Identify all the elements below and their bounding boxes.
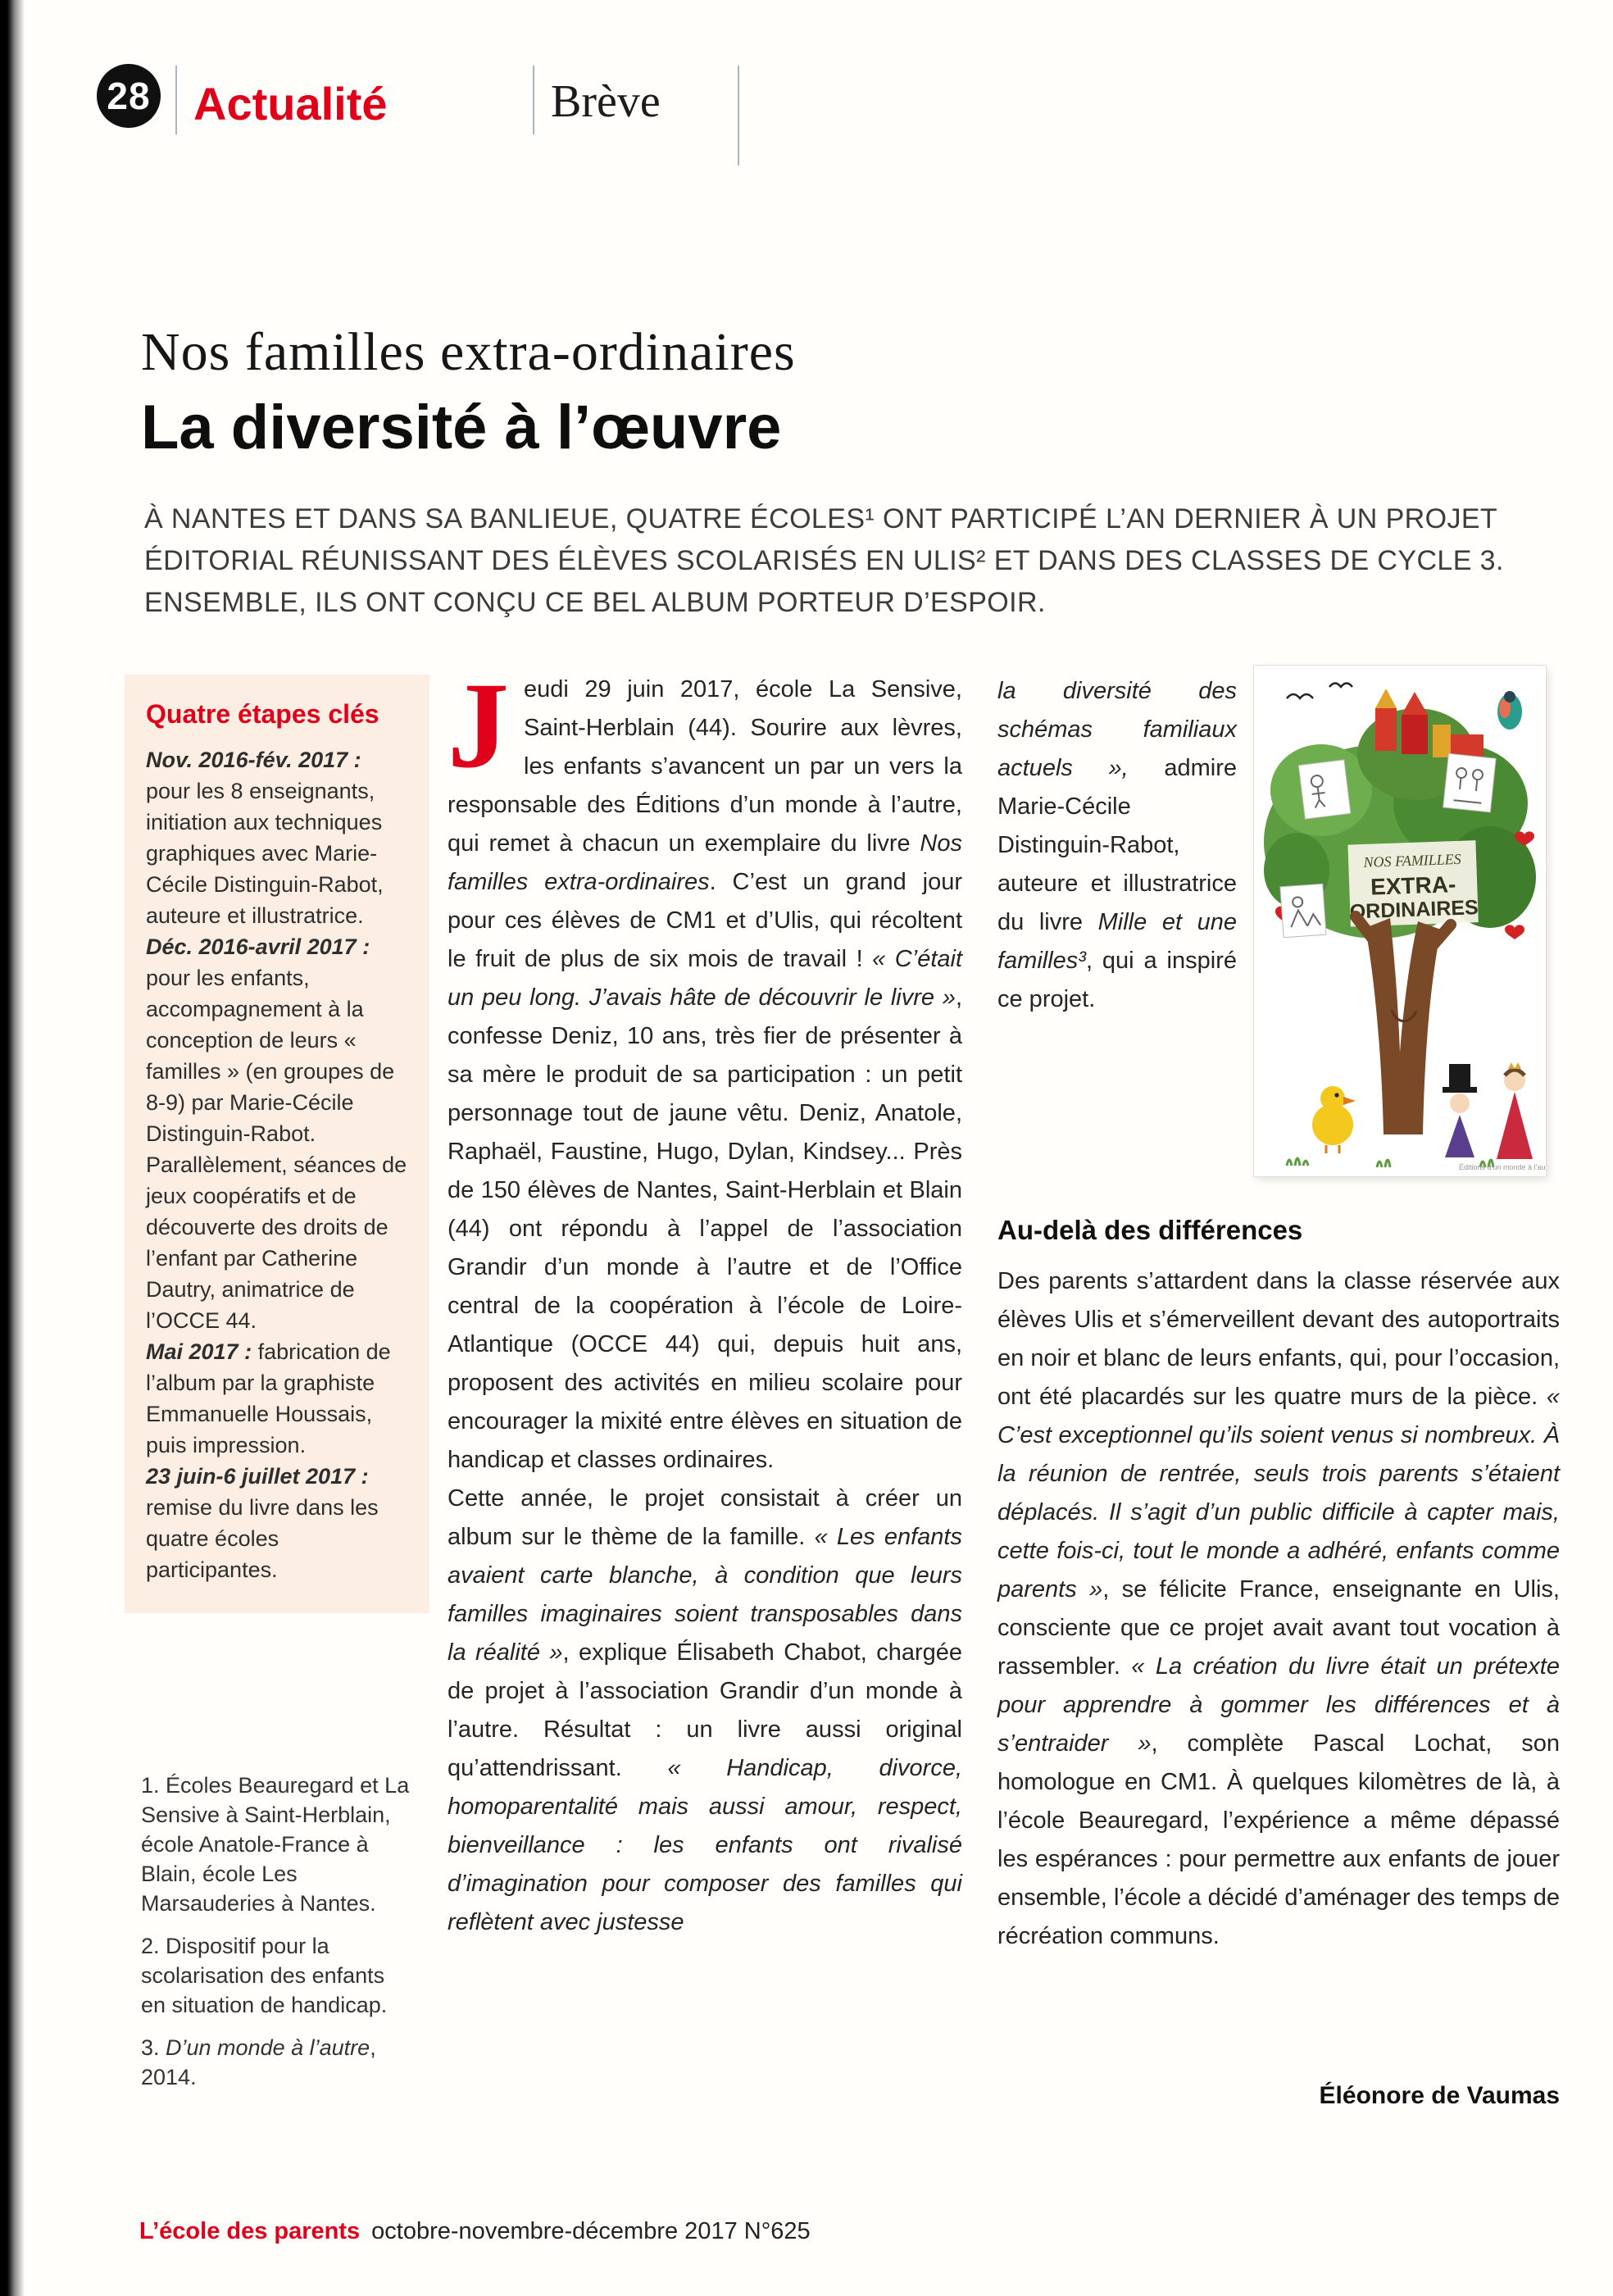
page-number-badge [97,64,161,128]
text-segment: Mai 2017 : [146,1339,258,1364]
article-headline: La diversité à l’œuvre [141,393,782,462]
text-segment: Cette année, le projet consistait à créer un album sur le thème de la famille. [448,1485,962,1550]
key-steps-title: Quatre étapes clés [146,699,379,729]
text-segment: D’un monde à l’autre [166,2035,370,2060]
paragraph [141,1771,411,1918]
paragraph [146,931,408,1336]
paragraph [997,672,1237,1019]
text-segment: , qui a inspiré ce projet. [997,948,1237,1012]
page-footer [139,2218,811,2245]
text-segment: la diversité des schémas familiaux actuels », [997,678,1237,781]
standfirst: À NANTES ET DANS SA BANLIEUE, QUATRE ÉCOLES¹ ONT PARTICIPÉ L’AN DERNIER À UN PROJET ÉDITORIAL RÉUNISSANT DES ÉLÈVES SCOLARISÉS EN ULIS² ET DANS DES CLASSES DE CYCLE 3. ENSEMBLE, ILS ONT CONÇU CE BEL ALBUM PORTEUR D’ESPOIR. [144,503,1504,618]
text-segment: 1. Écoles Beauregard et La Sensive à Saint-Herblain, école Anatole-France à Blain, école Les Marsauderies à Nantes. [141,1773,410,1916]
article-column-middle [448,657,963,1942]
key-steps-box [125,675,429,1613]
article-column-right-intro [997,672,1237,1019]
paragraph [997,1262,1560,1956]
text-segment: . C’est un grand jour pour ces élèves de CM1 et d’Ulis, qui récoltent le fruit de plus de six mois de travail ! [448,869,962,972]
rubric-label: Brève [551,76,661,127]
page-number: 28 [107,75,151,117]
article-kicker: Nos familles extra-ordinaires [141,322,796,382]
text-segment: « C’est exceptionnel qu’ils soient venus si nombreux. À la réunion de rentrée, seuls trois parents s’étaient déplacés. Il s’agit d’un public difficile à capter mais, cette fois-ci, tout le monde a adhéré, enfants comme parents » [997,1384,1560,1603]
masthead-divider [533,66,534,134]
text-segment: « Handicap, divorce, homoparentalité mais aussi amour, respect, bienveillance : les enfants ont rivalisé d’imagination pour composer des familles qui reflètent avec justesse [448,1755,963,1935]
text-segment: admire Marie-Cécile Distinguin-Rabot, auteure et illustratrice du livre [997,755,1237,935]
magazine-brand: L’école des parents [139,2218,361,2244]
text-segment: « C’était un peu long. J’avais hâte de découvrir le livre » [448,946,963,1011]
text-segment: Déc. 2016-avril 2017 : [146,934,370,959]
text-segment: remise du livre dans les quatre écoles participantes. [146,1495,379,1582]
book-cover-image [1254,666,1546,1176]
cover-title-line2: ORDINAIRES [1349,896,1479,924]
cover-publisher: Éditions d’un monde à l’autre [1459,1163,1546,1171]
text-segment: , 2014. [141,2035,376,2089]
text-segment: eudi 29 juin 2017, école La Sensive, Saint-Herblain (44). Sourire aux lèvres, les enfants s’avancent un par un vers la responsable des Éditions d’un monde à l’autre, qui remet à chacun un exemplaire du livre [448,676,962,857]
cover-title-line1: EXTRA- [1370,871,1456,900]
paragraph [146,744,408,931]
issue-info: octobre-novembre-décembre 2017 N°625 [371,2218,811,2244]
byline: Éléonore de Vaumas [1319,2082,1560,2109]
text-segment: , se félicite France, enseignante en Ulis, consciente que ce projet avait avant tout vocation à rassembler. [997,1576,1560,1680]
text-segment: fabrication de l’album par la graphiste Emmanuelle Houssais, puis impression. [146,1339,391,1457]
text-segment: Des parents s’attardent dans la classe réservée aux élèves Ulis et s’émerveillent devant des autoportraits en noir et blanc de leurs enfants, qui, pour l’occasion, ont été placardés sur les quatre murs de la pièce. [997,1268,1560,1410]
masthead-divider [175,66,177,134]
section-label: Actualité [193,78,388,130]
text-segment: pour les enfants, accompagnement à la conception de leurs « familles » (en groupes de 8-9) par Marie-Cécile Distinguin-Rabot. Parallèlement, séances de jeux coopératifs et de découverte des droits de l’enfant par Catherine Dautry, animatrice de l’OCCE 44. [146,966,407,1333]
paragraph [448,657,963,1480]
text-segment: « La création du livre était un prétexte pour apprendre à gommer les différences et à s’entraider » [997,1653,1560,1757]
text-segment: 23 juin-6 juillet 2017 : [146,1464,369,1489]
cover-title [1347,840,1479,926]
text-segment: 2. Dispositif pour la scolarisation des enfants en situation de handicap. [141,1934,388,2017]
text-segment: Mille et une familles³ [997,909,1237,974]
paragraph [448,1480,962,1942]
footnotes [141,1771,411,2105]
text-segment: Nos familles extra-ordinaires [448,830,962,895]
paragraph [141,1931,411,2020]
article-column-right-body [997,1262,1560,1956]
paragraph [146,1336,408,1461]
cover-title-small: NOS FAMILLES [1363,850,1462,871]
text-segment: 3. [141,2035,166,2060]
key-steps-list [146,744,408,1585]
text-segment: , complète Pascal Lochat, son homologue en CM1. À quelques kilomètres de là, à l’école Beauregard, l’expérience a même dépassé les espérances : pour permettre aux enfants de jouer ensemble, l’école a décidé d’aménager des temps de récréation communs. [997,1730,1560,1949]
text-segment: « Les enfants avaient carte blanche, à condition que leurs familles imaginaires soient transposables dans la réalité » [448,1524,962,1666]
paragraph [146,1461,408,1585]
drop-cap: J [448,657,509,793]
text-segment: , confesse Deniz, 10 ans, très fier de présenter à sa mère le produit de sa participation : un petit personnage tout de jaune vêtu. Deniz, Anatole, Raphaël, Faustine, Hugo, Dylan, Kindsey... Près de 150 élèves de Nantes, Saint-Herblain et Blain (44) ont répondu à l’appel de l’association Grandir d’un monde à l’autre et de l’Office central de la coopération à l’école de Loire-Atlantique (OCCE 44) qui, depuis huit ans, proposent des activités en milieu scolaire pour encourager la mixité entre élèves en situation de handicap et classes ordinaires. [448,984,962,1473]
crosshead: Au-delà des différences [997,1215,1303,1245]
paragraph [141,2033,411,2092]
text-segment: pour les 8 enseignants, initiation aux techniques graphiques avec Marie-Cécile Distinguin-Rabot, auteure et illustratrice. [146,779,384,928]
text-segment: Nov. 2016-fév. 2017 : [146,748,361,772]
book-cover-illustration [1254,666,1546,1176]
masthead-divider [738,66,739,166]
text-segment: , explique Élisabeth Chabot, chargée de projet à l’association Grandir d’un monde à l’autre. Résultat : un livre aussi original qu’attendrissant. [448,1639,962,1781]
scan-edge [0,0,25,2296]
